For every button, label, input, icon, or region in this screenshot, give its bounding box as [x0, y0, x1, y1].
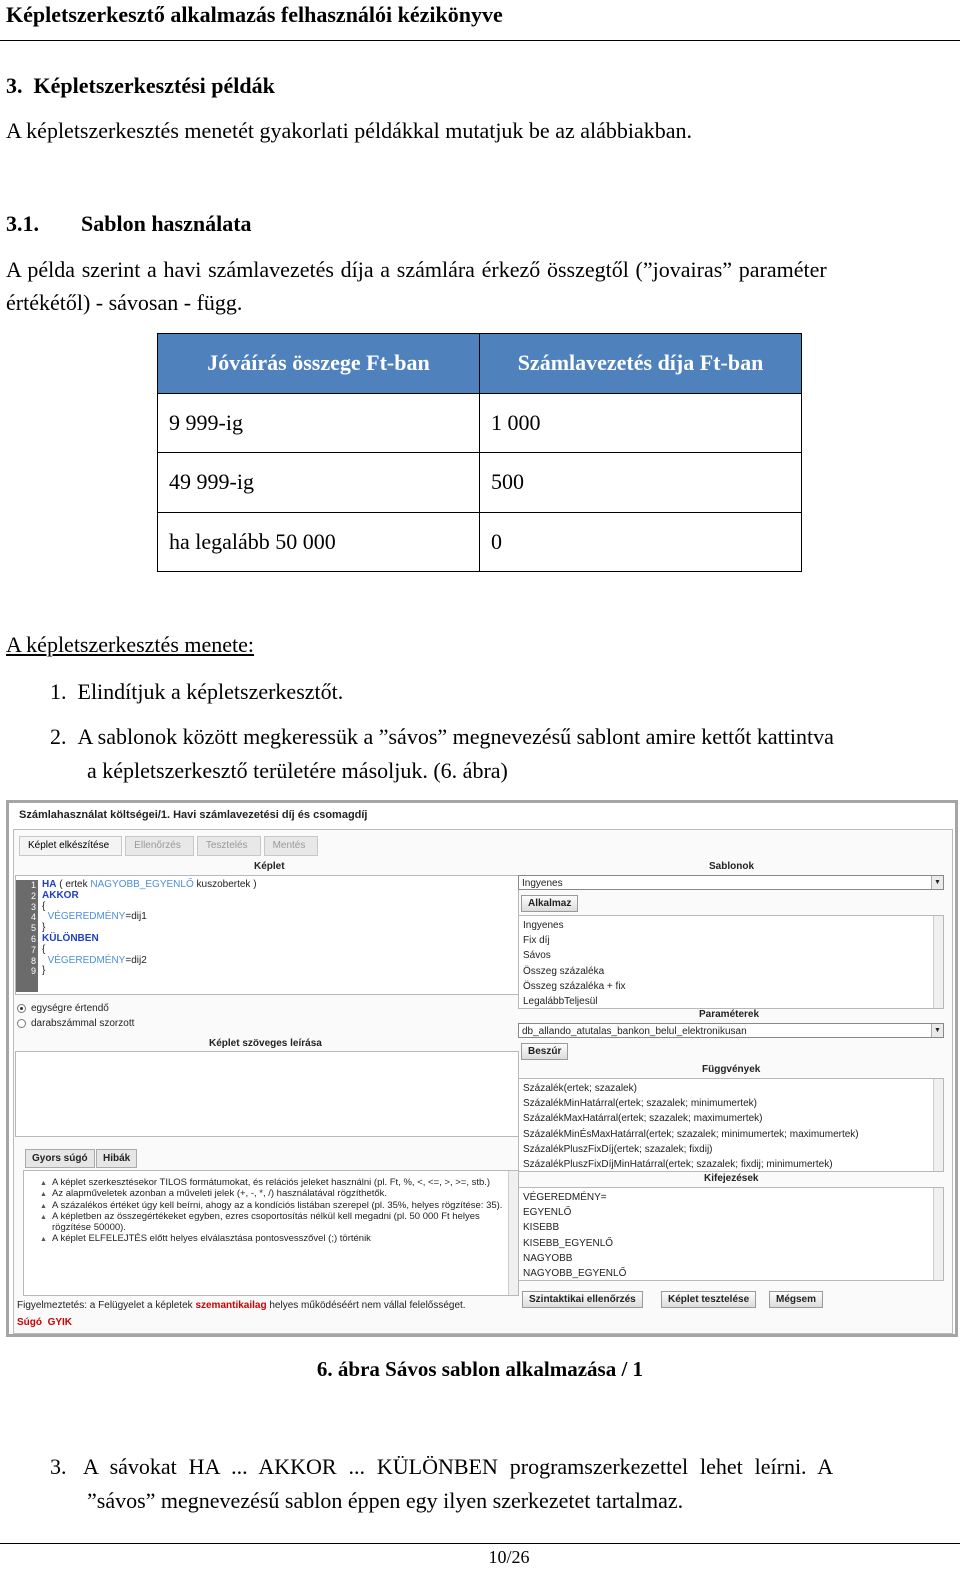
help-item: ▲ A képlet ELFELEJTÉS előtt helyes elválasztása pontosvesszővel (;) történik	[38, 1233, 503, 1244]
table-cell: 49 999-ig	[158, 453, 480, 513]
radio-empty-icon	[17, 1019, 26, 1028]
expressions-label: Kifejezések	[704, 1173, 759, 1184]
table-cell: ha legalább 50 000	[158, 512, 480, 572]
list-item[interactable]: SzázalékPluszFixDíjMinHatárral(ertek; szazalek; fixdij; minimumertek)	[523, 1159, 833, 1171]
fee-table-header: Számlavezetés díja Ft-ban	[480, 334, 802, 394]
parameters-label: Paraméterek	[699, 1009, 760, 1020]
table-cell: 9 999-ig	[158, 393, 480, 453]
cancel-button[interactable]: Mégsem	[769, 1291, 823, 1308]
table-cell: 500	[480, 453, 802, 513]
formula-editor[interactable]	[15, 875, 519, 995]
link-faq[interactable]: GYIK	[47, 1317, 73, 1328]
list-item[interactable]: EGYENLŐ	[523, 1207, 572, 1219]
list-item[interactable]: Százalék(ertek; szazalek)	[523, 1083, 637, 1094]
steps-heading: A képletszerkesztés menete:	[6, 632, 255, 657]
list-item[interactable]: NAGYOBB	[523, 1252, 573, 1264]
fee-table	[157, 333, 802, 572]
subsection-paragraph-line1: A példa szerint a havi számlavezetés díja a számlára érkező összegtől (”jovairas” paraméter	[6, 257, 827, 282]
help-item: ▲ A képletben az összegértékeket egyben, ezres csoportosítás nélkül kell megadni (pl. 50 000 Ft helyes rögzítése 50000).	[38, 1211, 503, 1234]
list-item: 1. Elindítjuk a képletszerkesztőt.	[50, 679, 344, 704]
step-test[interactable]: Tesztelés	[197, 836, 261, 856]
subsection-paragraph-line2: értékétől) - sávosan - függ.	[6, 290, 243, 315]
step-formula[interactable]: Képlet elkészítése	[19, 836, 122, 856]
apply-button[interactable]: Alkalmaz	[521, 895, 578, 912]
templates-label: Sablonok	[709, 861, 755, 872]
chevron-down-icon: ▼	[931, 1024, 943, 1037]
subsection-heading: 3.1. Sablon használata	[6, 211, 252, 236]
help-item: ▲ A százalékos értéket úgy kell beírni, ahogy az a kondíciós listában szerepel (pl. 35%, helyes rögzítése: 35).	[38, 1200, 503, 1211]
functions-list	[523, 1081, 859, 1172]
link-help[interactable]: Súgó	[17, 1317, 42, 1328]
list-item: 2. A sablonok között megkeressük a ”sávos” megnevezésű sablont amire kettőt kattintva	[50, 724, 834, 749]
table-cell: 1 000	[480, 393, 802, 453]
list-item[interactable]: KISEBB	[523, 1222, 560, 1234]
list-item[interactable]: SzázalékMinÉsMaxHatárral(ertek; szazalek; minimumertek; maximumertek)	[523, 1128, 859, 1140]
functions-list-panel	[518, 1078, 944, 1172]
template-select[interactable]: Ingyenes ▼	[518, 875, 944, 890]
table-row	[158, 393, 802, 453]
section-intro: A képletszerkesztés menetét gyakorlati példákkal mutatjuk be az alábbiakban.	[6, 118, 693, 143]
test-formula-button[interactable]: Képlet tesztelése	[661, 1291, 756, 1308]
list-item[interactable]: SzázalékMinHatárral(ertek; szazalek; minimumertek)	[523, 1098, 757, 1110]
help-item: ▲ A képlet szerkesztésekor TILOS formátumokat, és relációs jeleket használni (pl. Ft, %, <, <=, >, >=, stb.)	[38, 1177, 503, 1188]
formula-label: Képlet	[254, 861, 285, 872]
page-number: 10/26	[488, 1547, 530, 1567]
help-scrollbar[interactable]	[508, 1171, 518, 1295]
radio-unit[interactable]: egységre értendő	[17, 1003, 109, 1014]
tab-errors[interactable]: Hibák	[96, 1149, 137, 1168]
window-title: Számlahasználat költségei/1. Havi számlavezetési díj és csomagdíj	[19, 809, 368, 821]
expressions-list-panel	[518, 1187, 944, 1281]
help-list	[38, 1177, 503, 1245]
functions-scrollbar[interactable]	[933, 1079, 943, 1171]
list-item[interactable]: Fix díj	[523, 935, 550, 947]
list-item[interactable]: NAGYOBB_EGYENLŐ	[523, 1268, 627, 1280]
fee-table-header: Jóváírás összege Ft-ban	[158, 334, 480, 394]
formula-editor-screenshot	[6, 800, 958, 1337]
formula-code: HA ( ertek NAGYOBB_EGYENLŐ kuszobertek ) AKKOR { VÉGEREDMÉNY=dij1 } KÜLÖNBEN { VÉGEREDMÉNY=dij2 }	[42, 879, 257, 977]
figure-caption: 6. ábra Sávos sablon alkalmazása / 1	[316, 1357, 644, 1381]
list-item[interactable]: Összeg százaléka + fix	[523, 980, 626, 992]
expressions-scrollbar[interactable]	[933, 1188, 943, 1280]
list-item[interactable]: SzázalékPluszFixDíj(ertek; szazalek; fixdij)	[523, 1143, 713, 1155]
step-save[interactable]: Mentés	[264, 836, 319, 856]
line-numbers: 1 2 3 4 5 6 7 8 9	[16, 880, 38, 992]
header-rule	[0, 40, 960, 41]
list-item[interactable]: Ingyenes	[523, 920, 564, 931]
templates-list-panel	[518, 915, 944, 1009]
expressions-list	[523, 1190, 626, 1281]
templates-scrollbar[interactable]	[933, 916, 943, 1008]
fee-table-header-row	[158, 334, 802, 394]
list-item[interactable]: LegalábbTeljesül	[523, 996, 598, 1008]
list-item[interactable]: SzázalékMaxHatárral(ertek; szazalek; maximumertek)	[523, 1113, 763, 1125]
step-check[interactable]: Ellenőrzés	[125, 836, 194, 856]
list-item: 3. A sávokat HA ... AKKOR ... KÜLÖNBEN programszerkezettel lehet leírni. A	[50, 1454, 834, 1479]
help-item: ▲ Az alapműveletek azonban a műveleti jelek (+, -, *, /) használatával rögzíthetők.	[38, 1188, 503, 1199]
list-item-continuation: ”sávos” megnevezésű sablon éppen egy ilyen szerkezetet tartalmaz.	[87, 1488, 684, 1513]
radio-multiplied[interactable]: darabszámmal szorzott	[17, 1018, 134, 1029]
insert-button[interactable]: Beszúr	[521, 1043, 568, 1060]
syntax-check-button[interactable]: Szintaktikai ellenőrzés	[522, 1291, 643, 1308]
parameter-select[interactable]: db_allando_atutalas_bankon_belul_elektronikusan ▼	[518, 1023, 944, 1038]
table-cell: 0	[480, 512, 802, 572]
breadcrumb	[19, 836, 321, 856]
description-label: Képlet szöveges leírása	[209, 1038, 322, 1049]
list-item[interactable]: VÉGEREDMÉNY=	[523, 1192, 607, 1203]
section-heading: 3. Képletszerkesztési példák	[6, 73, 275, 98]
radio-selected-icon	[17, 1004, 26, 1013]
footer-rule	[0, 1543, 960, 1544]
list-item[interactable]: Sávos	[523, 950, 551, 962]
help-panel	[23, 1170, 519, 1296]
tab-quick-help[interactable]: Gyors súgó	[25, 1149, 95, 1168]
functions-label: Függvények	[702, 1064, 761, 1075]
warning-footer: Figyelmeztetés: a Felügyelet a képletek szemantikailag helyes működéséért nem vállal felelősséget.	[17, 1300, 466, 1311]
list-item[interactable]: Összeg százaléka	[523, 965, 605, 977]
templates-list	[523, 918, 626, 1009]
footer-links	[17, 1317, 72, 1328]
document-header-title: Képletszerkesztő alkalmazás felhasználói kézikönyve	[6, 2, 503, 27]
list-item[interactable]: KISEBB_EGYENLŐ	[523, 1237, 614, 1249]
table-row	[158, 453, 802, 513]
table-row	[158, 512, 802, 572]
chevron-down-icon: ▼	[931, 876, 943, 889]
description-textarea[interactable]	[15, 1051, 519, 1137]
list-item-continuation: a képletszerkesztő területére másoljuk. (6. ábra)	[87, 758, 508, 783]
